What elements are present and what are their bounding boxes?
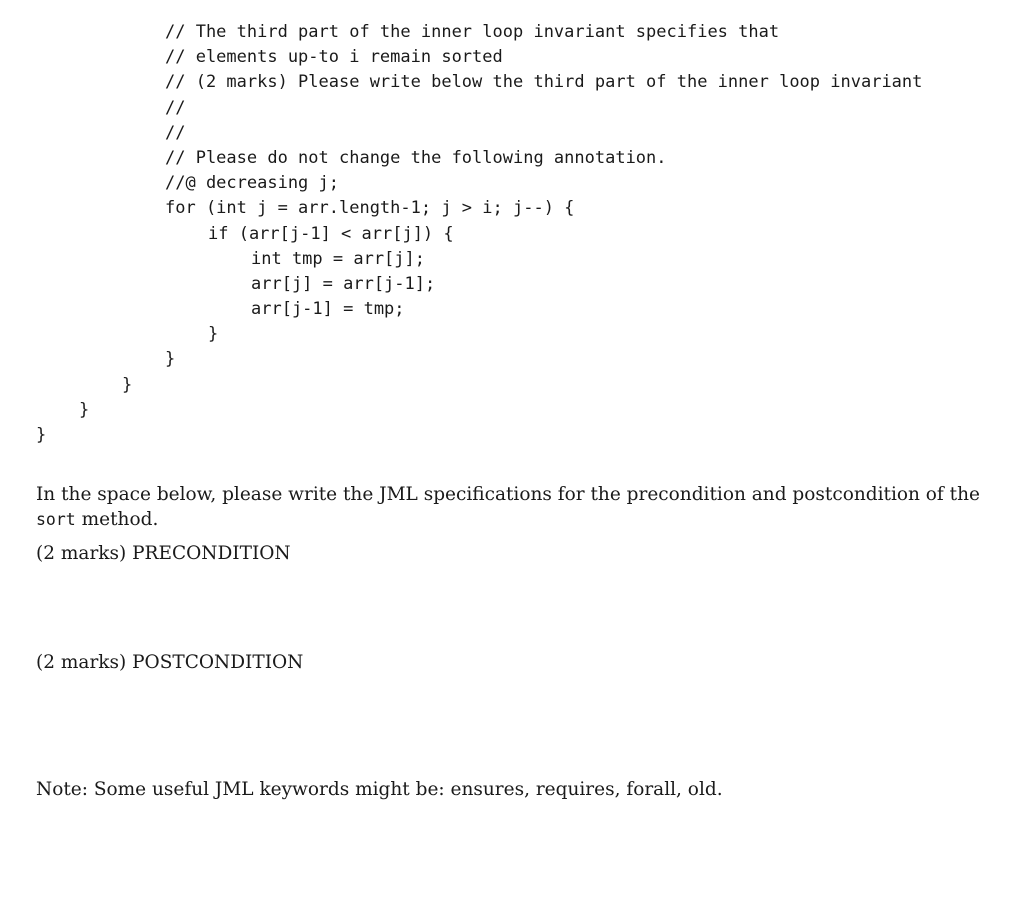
question-text (36, 482, 986, 532)
code-line: // The third part of the inner loop invariant specifies that (165, 22, 780, 42)
code-line: arr[j] = arr[j-1]; (251, 273, 436, 294)
code-line: // Please do not change the following annotation. (165, 147, 667, 168)
code-line: if (arr[j-1] < arr[j]) { (208, 223, 454, 244)
question-text-before: In the space below, please write the JML specifications for the precondition and postcondition of the (36, 484, 980, 505)
code-line: //@ decreasing j; (165, 173, 339, 194)
postcondition-label: (2 marks) POSTCONDITION (36, 652, 304, 673)
postcondition-answer-space[interactable] (36, 679, 986, 749)
code-line: } (79, 399, 90, 420)
code-line: // elements up-to i remain sorted (165, 47, 503, 68)
method-name: sort (36, 510, 76, 529)
code-listing (36, 20, 922, 448)
code-line: // (165, 97, 186, 118)
note-text: Note: Some useful JML keywords might be: ensures, requires, forall, old. (36, 779, 723, 800)
precondition-label: (2 marks) PRECONDITION (36, 543, 291, 564)
code-line: arr[j-1] = tmp; (251, 299, 405, 320)
code-line: int tmp = arr[j]; (251, 248, 425, 269)
code-line: } (165, 349, 176, 370)
code-line: // (165, 122, 186, 143)
code-line: // (2 marks) Please write below the third part of the inner loop invariant (165, 72, 923, 93)
code-line: } (122, 374, 133, 395)
question-text-after: method. (75, 509, 159, 530)
code-line: for (int j = arr.length-1; j > i; j--) { (165, 198, 575, 219)
code-line: } (36, 425, 47, 445)
code-line: } (208, 324, 219, 345)
precondition-answer-space[interactable] (36, 570, 986, 640)
